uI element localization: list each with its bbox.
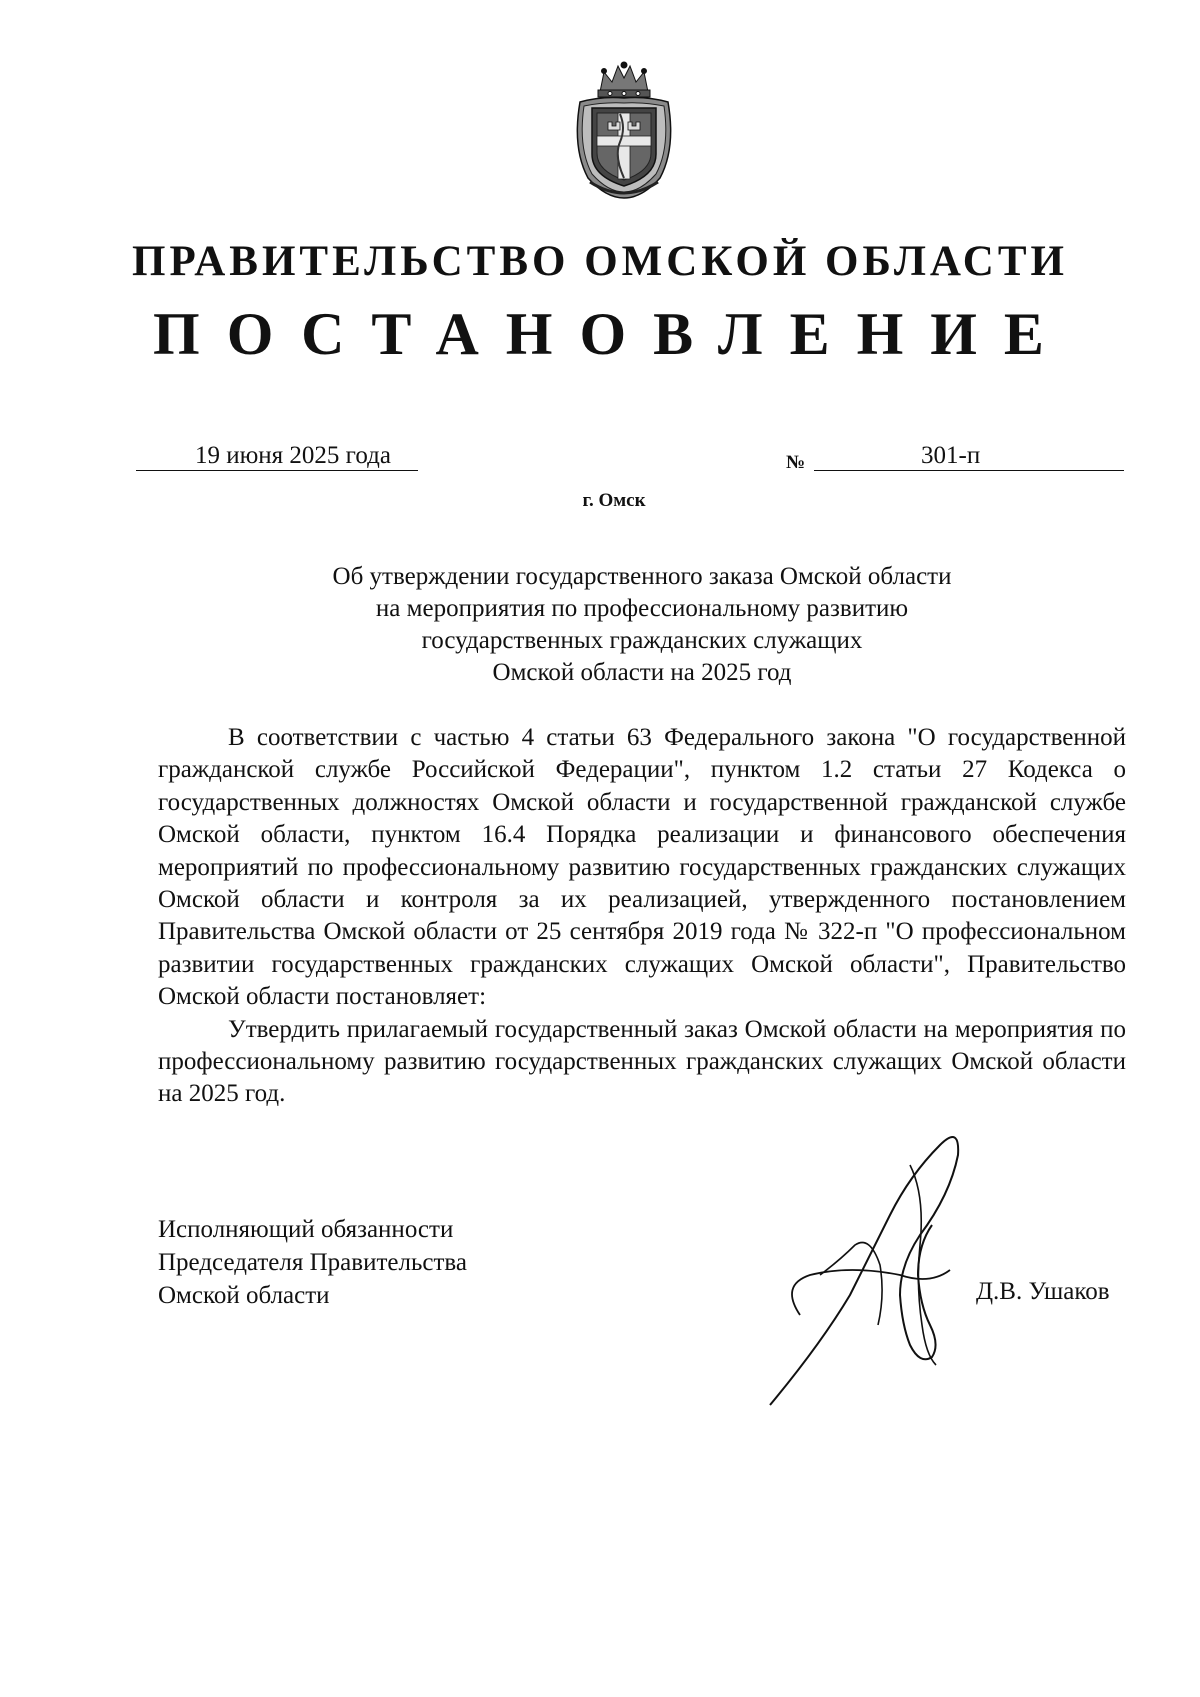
omsk-region-coat-of-arms-icon: [568, 58, 680, 200]
document-city: г. Омск: [582, 490, 646, 511]
document-number: 301-п: [921, 442, 981, 469]
subject-line: Об утверждении государственного заказа Омской области: [332, 563, 952, 590]
number-underline: [814, 470, 1124, 471]
signer-position: [158, 1213, 467, 1312]
subject-line: государственных гражданских служащих: [421, 627, 863, 654]
document-date: 19 июня 2025 года: [195, 442, 391, 469]
subject-line: Омской области на 2025 год: [492, 659, 792, 686]
handwritten-signature-icon: [760, 1125, 1000, 1415]
signer-position-line: Председателя Правительства: [158, 1249, 467, 1276]
document-body: [158, 722, 1126, 1111]
organization-title: ПРАВИТЕЛЬСТВО ОМСКОЙ ОБЛАСТИ: [132, 238, 1068, 285]
number-sign: №: [786, 452, 806, 473]
signer-position-line: Омской области: [158, 1282, 330, 1309]
signer-name: Д.В. Ушаков: [976, 1278, 1110, 1305]
body-paragraph: Утвердить прилагаемый государственный заказ Омской области на мероприятия по профессиональному развитию государственных гражданских служащих Омской области на 2025 год.: [158, 1015, 1126, 1108]
document-subject: [150, 561, 1134, 689]
signer-position-line: Исполняющий обязанности: [158, 1216, 454, 1243]
document-type-title: ПОСТАНОВЛЕНИЕ: [153, 301, 1071, 367]
date-underline: [136, 470, 418, 471]
body-paragraph: В соответствии с частью 4 статьи 63 Федерального закона "О государственной гражданской службе Российской Федерации", пунктом 1.2 статьи 27 Кодекса о государственных должностях Омской области и государственной гражданской службе Омской области, пунктом 16.4 Порядка реализации и финансового обеспечения мероприятий по профессиональному развитию государственных гражданских служащих Омской области и контроля за их реализацией, утвержденного постановлением Правительства Омской области от 25 сентября 2019 года № 322-п "О профессиональном развитии государственных гражданских служащих Омской области", Правительство Омской области постановляет:: [158, 724, 1126, 1011]
subject-line: на мероприятия по профессиональному развитию: [375, 595, 909, 622]
